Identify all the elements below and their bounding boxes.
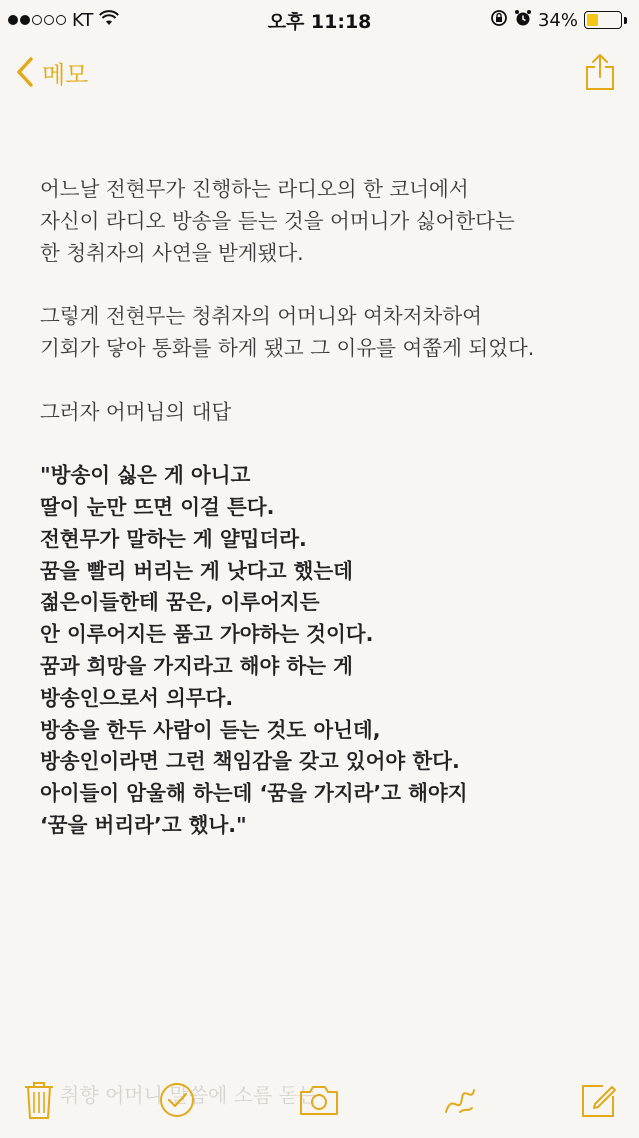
status-bar — [0, 0, 639, 40]
status-time: 오후 11:18 — [267, 10, 372, 33]
bottom-toolbar — [0, 1062, 639, 1138]
alarm-icon — [514, 9, 532, 32]
note-paragraph: 그렇게 전현무는 청취자의 어머니와 여차저차하여 기회가 닿아 통화를 하게 됐고 그 이유를 여쭙게 되었다. — [40, 304, 535, 360]
camera-icon[interactable] — [299, 1084, 339, 1116]
wifi-icon — [99, 10, 119, 31]
carrier-label: KT — [72, 9, 94, 31]
trash-icon[interactable] — [22, 1080, 56, 1120]
back-button[interactable] — [16, 55, 88, 90]
sketch-icon[interactable] — [442, 1082, 478, 1118]
note-paragraph: 어느날 전현무가 진행하는 라디오의 한 코너에서 자신이 라디오 방송을 듣는 것을 어머니가 싫어한다는 한 청취자의 사연을 받게됐다. — [40, 177, 515, 265]
note-paragraph: 그러자 어머님의 대답 — [40, 399, 232, 424]
share-icon[interactable] — [585, 53, 615, 91]
status-left — [8, 10, 119, 31]
back-label: 메모 — [42, 60, 89, 89]
status-right — [490, 9, 627, 32]
battery-percent: 34% — [537, 9, 578, 31]
signal-strength-icon — [8, 15, 66, 25]
note-quote-paragraph: "방송이 싫은 게 아니고 딸이 눈만 뜨면 이걸 튼다. 전현무가 말하는 게 얄밉더라. 꿈을 빨리 버리는 게 낫다고 했는데 젊은이들한테 꿈은, 이루어지든 안 이루어지든 품고 가야하는 것이다. 꿈과 희망을 가지라고 해야 하는 게 방송인으로서 의무다. 방송을 한두 사람이 듣는 것도 아닌데, 방송인이라면 그런 책임감을 갖고 있어야 한다. 아이들이 암울해 하는데 ‘꿈을 가지라’고 해야지 ‘꿈을 버리라’고 했나." — [40, 463, 468, 837]
chevron-left-icon — [16, 56, 34, 88]
checklist-icon[interactable] — [159, 1082, 195, 1118]
battery-icon — [584, 11, 627, 29]
faded-note-text: 취향 어머니 말씀에 소름 돋는 — [60, 1083, 318, 1107]
note-body[interactable] — [40, 174, 610, 874]
compose-icon[interactable] — [581, 1082, 617, 1118]
nav-bar — [0, 40, 639, 104]
rotation-lock-icon — [490, 9, 508, 32]
